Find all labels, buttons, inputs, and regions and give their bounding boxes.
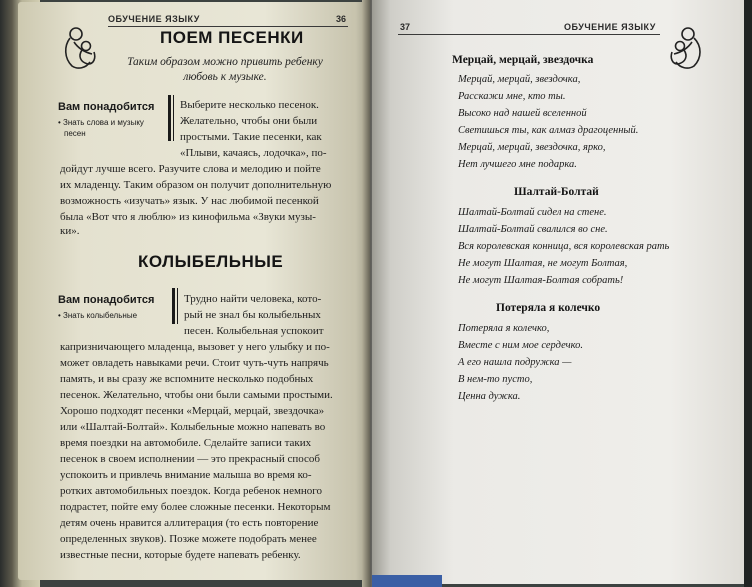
- needs-box-lullabies: [58, 294, 170, 321]
- text-line: ки».: [60, 225, 80, 237]
- text-line: детям очень нравится аллитерация (то есть повторение: [60, 517, 319, 529]
- text-line: «Плыви, качаясь, лодочка», по-: [180, 147, 327, 159]
- poem-line: Мерцай, мерцай, звездочка, ярко,: [458, 142, 606, 153]
- header-rule: [398, 34, 660, 35]
- section-title-lullabies: КОЛЫБЕЛЬНЫЕ: [138, 252, 284, 271]
- poem-line: В нем-то пусто,: [458, 374, 533, 385]
- left-page: [18, 2, 370, 580]
- right-page: [372, 0, 744, 584]
- text-line: время поездки на автомобиле. Сделайте записи таких: [60, 437, 312, 449]
- background-edge: [744, 0, 752, 587]
- text-line: успокоить и привлечь внимание малыша во время ко-: [60, 469, 312, 481]
- text-line: Хорошо подходят песенки «Мерцай, мерцай, звездочка»: [60, 405, 325, 417]
- text-line: Выберите несколько песенок.: [180, 99, 319, 111]
- poem-line: Не могут Шалтая-Болтая собрать!: [458, 275, 624, 286]
- needs-title: Вам понадобится: [58, 101, 155, 113]
- page-number: 36: [336, 14, 347, 24]
- poem-line: Нет лучшего мне подарка.: [458, 159, 577, 170]
- poem-line: Расскажи мне, кто ты.: [458, 91, 566, 102]
- needs-title: Вам понадобится: [58, 294, 155, 306]
- section-title-songs: ПОЕМ ПЕСЕНКИ: [160, 28, 304, 47]
- mother-child-emblem-icon: [666, 24, 706, 72]
- running-header: ОБУЧЕНИЕ ЯЗЫКУ: [108, 14, 200, 24]
- poem-line: Вместе с ним мое сердечко.: [458, 340, 583, 351]
- text-line: песенок в своем исполнении — это прекрасный способ: [60, 453, 320, 465]
- text-line: была «Вот что я люблю» из кинофильма «Звуки музы-: [60, 211, 316, 223]
- text-line: определенных звуков). Позже можете подобрать менее: [60, 533, 317, 545]
- needs-divider-bar: [168, 95, 171, 141]
- text-line: Желательно, чтобы они были: [180, 115, 318, 127]
- text-line: Трудно найти человека, кото-: [184, 293, 322, 305]
- text-line: или «Шалтай-Болтай». Колыбельные можно напевать во: [60, 421, 326, 433]
- poem-line: Ценна дужка.: [458, 391, 521, 402]
- poem-line: Потеряла я колечко,: [458, 323, 550, 334]
- poem-line: А его нашла подружка —: [458, 357, 572, 368]
- page-number: 37: [400, 22, 411, 32]
- text-line: возможность «изучать» язык. У нас любимой песенкой: [60, 195, 319, 207]
- text-line: простыми. Такие песенки, как: [180, 131, 322, 143]
- text-line: рый не знал бы колыбельных: [184, 309, 321, 321]
- section-intro: Таким образом можно привить ребенку любовь к музыке.: [127, 56, 323, 83]
- needs-divider-bar: [172, 288, 175, 324]
- text-line: подрастет, пойте ему более сложные песенки. Некоторым: [60, 501, 331, 513]
- text-line: их младенцу. Таким образом он получит дополнительную: [60, 179, 332, 191]
- poem-line: Высоко над нашей вселенной: [458, 108, 587, 119]
- text-line: песенок. Желательно, чтобы они были самыми простыми.: [60, 389, 333, 401]
- needs-item: • Знать слова и музыку песен: [58, 118, 144, 138]
- text-line: дойдут лучше всего. Разучите слова и мелодию и пойте: [60, 163, 321, 175]
- needs-divider-line: [173, 95, 174, 141]
- text-line: память, и вы сразу же вспомните несколько подобных: [60, 373, 314, 385]
- needs-item: • Знать колыбельные: [58, 311, 138, 320]
- text-line: капризничающего младенца, вызовет у него улыбку и по-: [60, 341, 330, 353]
- needs-divider-line: [177, 288, 178, 324]
- header-rule: [108, 26, 348, 27]
- text-line: ротких автомобильных поездок. Когда ребенок немного: [60, 485, 323, 497]
- text-line: может овладеть навыками речи. Стоит чуть-чуть напрячь: [60, 357, 329, 369]
- poem-line: Вся королевская конница, вся королевская рать: [458, 241, 670, 252]
- poem-line: Мерцай, мерцай, звездочка,: [458, 74, 581, 85]
- poem-title: Потеряла я колечко: [496, 302, 601, 314]
- poem-line: Светишься ты, как алмаз драгоценный.: [458, 125, 639, 136]
- poem-line: Не могут Шалтая, не могут Болтая,: [458, 258, 628, 269]
- poem-line: Шалтай-Болтай свалился во сне.: [458, 224, 608, 235]
- mother-child-emblem-icon: [60, 24, 100, 72]
- poem-line: Шалтай-Болтай сидел на стене.: [458, 207, 607, 218]
- text-line: известные песни, которые будете напевать ребенку.: [60, 549, 301, 561]
- poem-title: Шалтай-Болтай: [514, 186, 599, 198]
- cover-edge: [372, 575, 442, 587]
- text-line: песен. Колыбельная успокоит: [184, 325, 324, 337]
- needs-box-songs: [58, 101, 168, 139]
- poem-title: Мерцай, мерцай, звездочка: [452, 54, 594, 66]
- running-header: ОБУЧЕНИЕ ЯЗЫКУ: [564, 22, 656, 32]
